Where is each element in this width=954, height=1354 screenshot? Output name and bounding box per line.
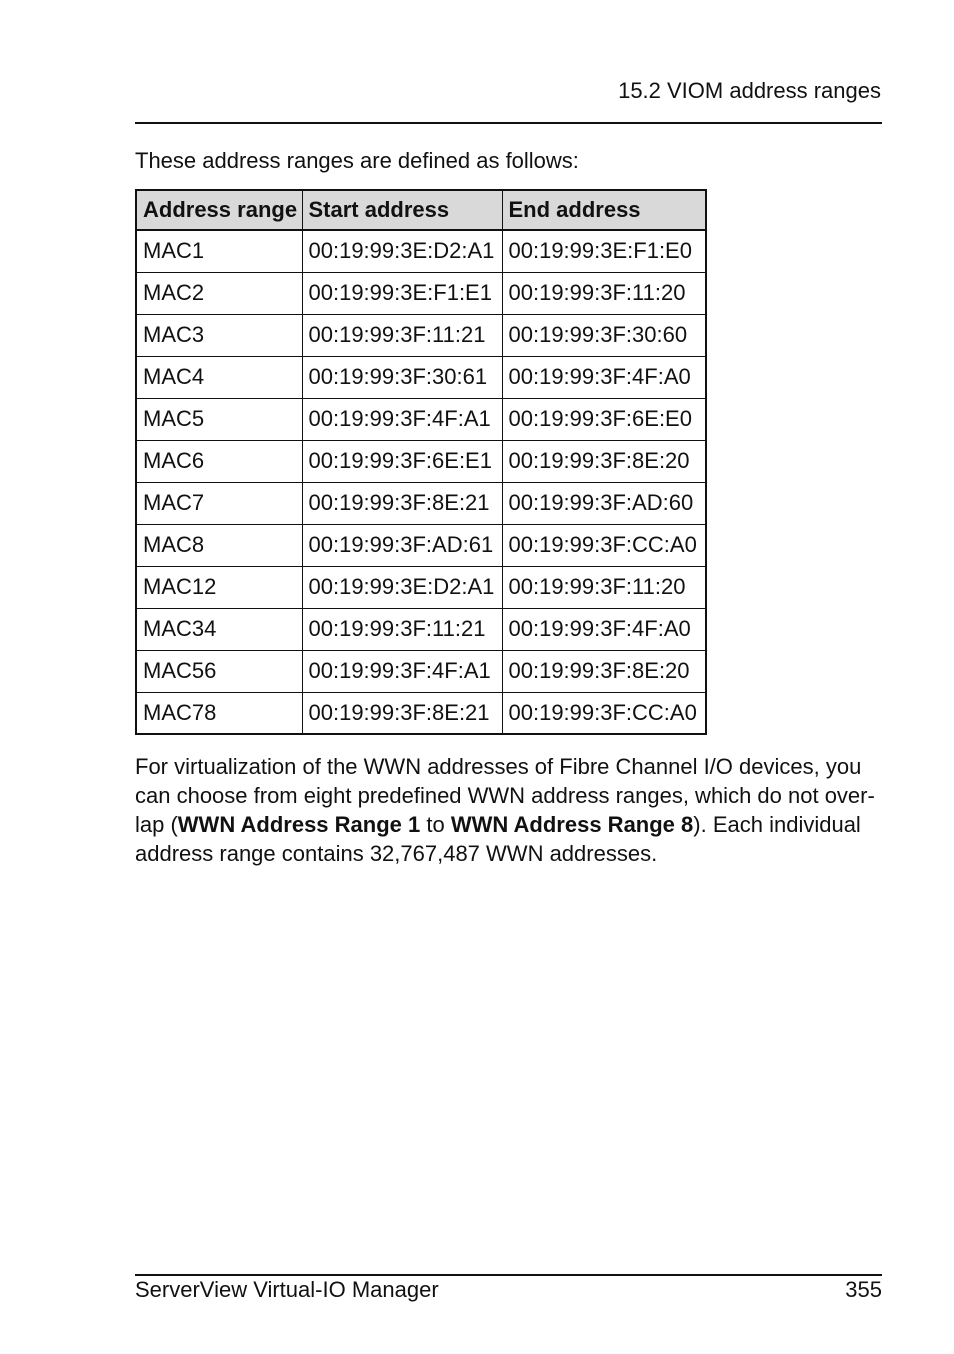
table-row bbox=[136, 608, 706, 650]
end-address-cell: 00:19:99:3F:8E:20 bbox=[502, 650, 706, 692]
address-range-cell: MAC8 bbox=[136, 524, 302, 566]
address-range-cell: MAC1 bbox=[136, 230, 302, 272]
table-row bbox=[136, 566, 706, 608]
start-address-cell: 00:19:99:3F:8E:21 bbox=[302, 482, 502, 524]
address-range-cell: MAC4 bbox=[136, 356, 302, 398]
section-title: 15.2 VIOM address ranges bbox=[618, 78, 881, 103]
end-address-cell: 00:19:99:3F:AD:60 bbox=[502, 482, 706, 524]
wwn-range-1-term: WWN Address Range 1 bbox=[177, 812, 421, 837]
end-address-cell: 00:19:99:3F:CC:A0 bbox=[502, 524, 706, 566]
start-address-cell: 00:19:99:3E:D2:A1 bbox=[302, 566, 502, 608]
start-address-cell: 00:19:99:3F:11:21 bbox=[302, 314, 502, 356]
end-address-cell: 00:19:99:3F:11:20 bbox=[502, 566, 706, 608]
address-range-cell: MAC34 bbox=[136, 608, 302, 650]
end-address-cell: 00:19:99:3F:CC:A0 bbox=[502, 692, 706, 734]
end-address-cell: 00:19:99:3F:4F:A0 bbox=[502, 608, 706, 650]
table-row bbox=[136, 398, 706, 440]
paragraph-line: address range contains 32,767,487 WWN addresses. bbox=[135, 841, 658, 866]
end-address-cell: 00:19:99:3F:6E:E0 bbox=[502, 398, 706, 440]
header-divider bbox=[135, 122, 882, 124]
table-header-row bbox=[136, 190, 706, 230]
end-address-cell: 00:19:99:3F:30:60 bbox=[502, 314, 706, 356]
paragraph-text: to bbox=[420, 812, 451, 837]
end-address-cell: 00:19:99:3F:8E:20 bbox=[502, 440, 706, 482]
start-address-cell: 00:19:99:3F:6E:E1 bbox=[302, 440, 502, 482]
address-ranges-table bbox=[135, 189, 707, 735]
address-range-cell: MAC2 bbox=[136, 272, 302, 314]
table-row bbox=[136, 272, 706, 314]
table-row bbox=[136, 524, 706, 566]
address-range-cell: MAC78 bbox=[136, 692, 302, 734]
start-address-cell: 00:19:99:3F:4F:A1 bbox=[302, 398, 502, 440]
footer-divider bbox=[135, 1274, 882, 1276]
address-range-cell: MAC6 bbox=[136, 440, 302, 482]
end-address-cell: 00:19:99:3F:4F:A0 bbox=[502, 356, 706, 398]
start-address-cell: 00:19:99:3E:D2:A1 bbox=[302, 230, 502, 272]
table-row bbox=[136, 314, 706, 356]
footer-product-name: ServerView Virtual-IO Manager bbox=[135, 1277, 439, 1302]
table-row bbox=[136, 482, 706, 524]
wwn-range-8-term: WWN Address Range 8 bbox=[450, 812, 694, 837]
paragraph-line bbox=[135, 810, 895, 839]
address-range-cell: MAC7 bbox=[136, 482, 302, 524]
address-range-cell: MAC5 bbox=[136, 398, 302, 440]
table-header bbox=[136, 190, 706, 230]
end-address-cell: 00:19:99:3F:11:20 bbox=[502, 272, 706, 314]
wwn-paragraph bbox=[135, 752, 895, 868]
address-range-cell: MAC3 bbox=[136, 314, 302, 356]
address-range-cell: MAC56 bbox=[136, 650, 302, 692]
table-row bbox=[136, 692, 706, 734]
paragraph-text: ). Each individual bbox=[693, 812, 861, 837]
paragraph-line: For virtualization of the WWN addresses of Fibre Channel I/O devices, you bbox=[135, 754, 862, 779]
address-range-cell: MAC12 bbox=[136, 566, 302, 608]
paragraph-line: can choose from eight predefined WWN address ranges, which do not over- bbox=[135, 783, 875, 808]
intro-text: These address ranges are defined as follows: bbox=[135, 148, 579, 173]
table-body bbox=[136, 230, 706, 734]
column-header-end-address: End address bbox=[502, 190, 706, 230]
table-row bbox=[136, 356, 706, 398]
end-address-cell: 00:19:99:3E:F1:E0 bbox=[502, 230, 706, 272]
table-row bbox=[136, 440, 706, 482]
column-header-address-range: Address range bbox=[136, 190, 302, 230]
start-address-cell: 00:19:99:3F:11:21 bbox=[302, 608, 502, 650]
start-address-cell: 00:19:99:3F:AD:61 bbox=[302, 524, 502, 566]
table-row bbox=[136, 650, 706, 692]
start-address-cell: 00:19:99:3F:4F:A1 bbox=[302, 650, 502, 692]
page-number: 355 bbox=[845, 1277, 882, 1302]
start-address-cell: 00:19:99:3E:F1:E1 bbox=[302, 272, 502, 314]
column-header-start-address: Start address bbox=[302, 190, 502, 230]
table-row bbox=[136, 230, 706, 272]
start-address-cell: 00:19:99:3F:30:61 bbox=[302, 356, 502, 398]
paragraph-text: lap ( bbox=[135, 812, 178, 837]
start-address-cell: 00:19:99:3F:8E:21 bbox=[302, 692, 502, 734]
